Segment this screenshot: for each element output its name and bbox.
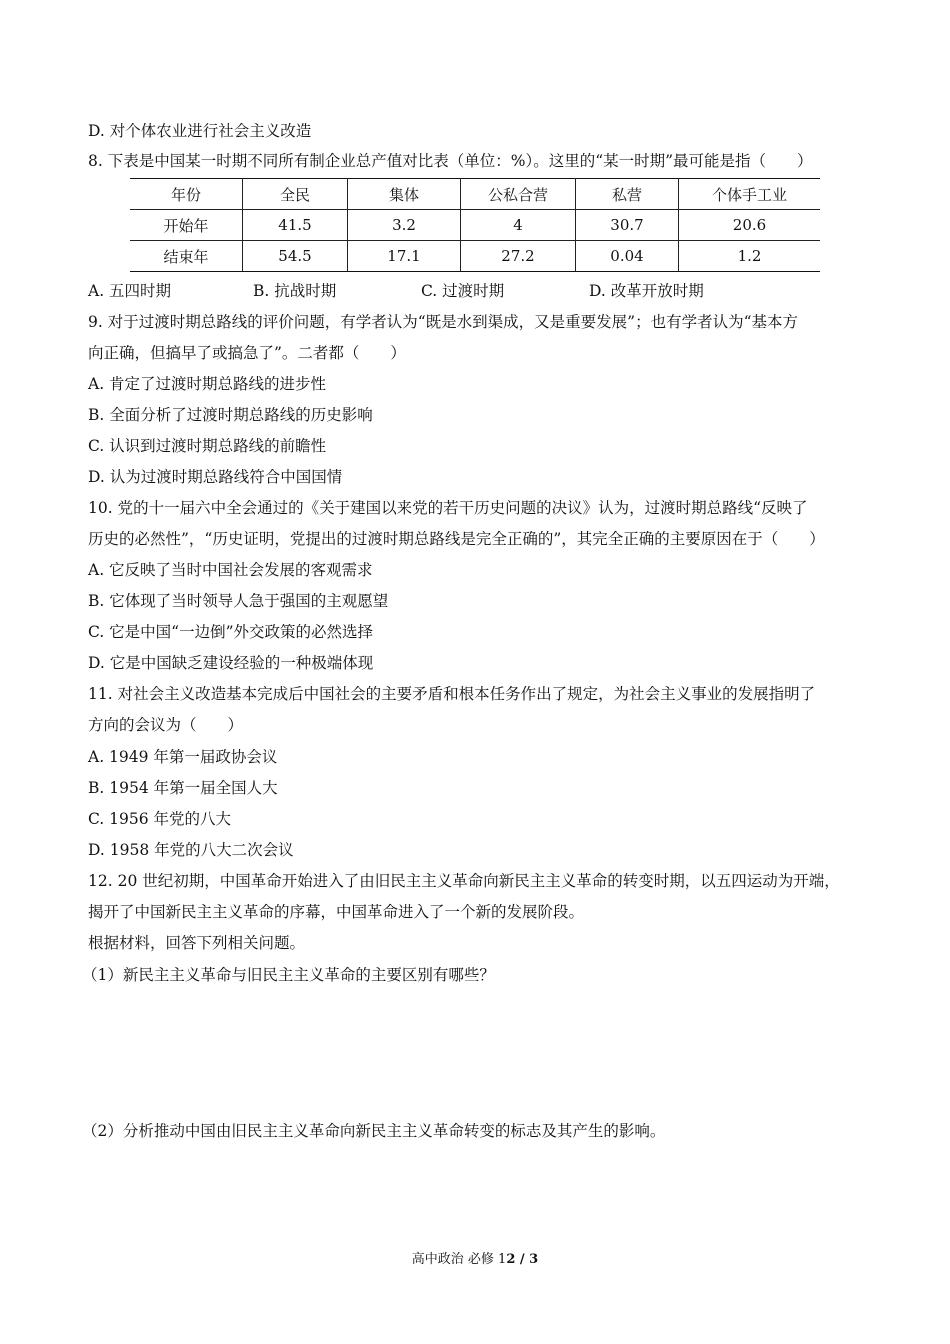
table-cell: 1.2: [679, 241, 821, 272]
ownership-output-table: [130, 178, 820, 272]
q9-stem-line1: 9. 对于过渡时期总路线的评价问题，有学者认为“既是水到渠成，又是重要发展”；也有学者认为“基本方: [88, 313, 798, 331]
table-header: 集体: [348, 179, 461, 210]
q12-subquestion-1: （1）新民主主义革命与旧民主主义革命的主要区别有哪些？: [82, 966, 495, 984]
table-header: 全民: [243, 179, 348, 210]
table-row: [130, 210, 820, 241]
table-cell: 41.5: [243, 210, 348, 241]
q9-option-d: D. 认为过渡时期总路线符合中国国情: [88, 468, 343, 486]
q10-option-c: C. 它是中国“一边倒”外交政策的必然选择: [88, 623, 374, 641]
q8-option-b: B. 抗战时期: [253, 282, 337, 300]
table-cell: 开始年: [130, 210, 243, 241]
table-cell: 3.2: [348, 210, 461, 241]
q11-stem-line1: 11. 对社会主义改造基本完成后中国社会的主要矛盾和根本任务作出了规定，为社会主义事业的发展指明了: [88, 685, 816, 703]
table-cell: 54.5: [243, 241, 348, 272]
q11-option-b: B. 1954 年第一届全国人大: [88, 779, 278, 797]
q9-option-a: A. 肯定了过渡时期总路线的进步性: [88, 375, 327, 393]
q9-option-b: B. 全面分析了过渡时期总路线的历史影响: [88, 406, 373, 424]
q10-stem-line2: 历史的必然性”，“历史证明，党提出的过渡时期总路线是完全正确的”，其完全正确的主要原因在于（ ）: [88, 530, 825, 548]
table-cell: 17.1: [348, 241, 461, 272]
q11-option-c: C. 1956 年党的八大: [88, 810, 232, 828]
footer-subject: 高中政治 必修 1: [411, 1252, 507, 1267]
q8-option-a: A. 五四时期: [88, 282, 172, 300]
page-footer: [0, 1248, 950, 1267]
q8-option-c: C. 过渡时期: [421, 282, 505, 300]
q8-stem: 8. 下表是中国某一时期不同所有制企业总产值对比表（单位：%）。这里的“某一时期”最可能是指（ ）: [88, 152, 813, 170]
q12-instruction: 根据材料，回答下列相关问题。: [88, 934, 306, 952]
q8-option-d: D. 改革开放时期: [589, 282, 704, 300]
footer-page-number: 2 / 3: [506, 1252, 539, 1267]
q7-option-d: D. 对个体农业进行社会主义改造: [88, 122, 312, 140]
table-cell: 0.04: [576, 241, 679, 272]
table-cell: 4: [461, 210, 576, 241]
q9-stem-line2: 向正确，但搞早了或搞急了”。二者都（ ）: [88, 344, 406, 362]
table-header: 年份: [130, 179, 243, 210]
q11-stem-line2: 方向的会议为（ ）: [88, 716, 244, 734]
table-cell: 27.2: [461, 241, 576, 272]
q10-option-d: D. 它是中国缺乏建设经验的一种极端体现: [88, 654, 374, 672]
table-cell: 20.6: [679, 210, 821, 241]
q12-subquestion-2: （2）分析推动中国由旧民主主义革命向新民主主义革命转变的标志及其产生的影响。: [82, 1122, 666, 1140]
table-cell: 30.7: [576, 210, 679, 241]
table-cell: 结束年: [130, 241, 243, 272]
q9-option-c: C. 认识到过渡时期总路线的前瞻性: [88, 437, 327, 455]
table-row: [130, 241, 820, 272]
q10-option-b: B. 它体现了当时领导人急于强国的主观愿望: [88, 592, 389, 610]
q11-option-a: A. 1949 年第一届政协会议: [88, 748, 278, 766]
q12-stem-line1: 12. 20 世纪初期，中国革命开始进入了由旧民主主义革命向新民主主义革命的转变时期，以五四运动为开端，: [88, 872, 840, 890]
q12-stem-line2: 揭开了中国新民主主义革命的序幕，中国革命进入了一个新的发展阶段。: [88, 903, 585, 921]
table-header-row: [130, 179, 820, 210]
table-header: 个体手工业: [679, 179, 821, 210]
table-header: 私营: [576, 179, 679, 210]
q11-option-d: D. 1958 年党的八大二次会议: [88, 841, 294, 859]
table-header: 公私合营: [461, 179, 576, 210]
q10-option-a: A. 它反映了当时中国社会发展的客观需求: [88, 561, 373, 579]
q10-stem-line1: 10. 党的十一届六中全会通过的《关于建国以来党的若干历史问题的决议》认为，过渡时期总路线“反映了: [88, 499, 808, 517]
